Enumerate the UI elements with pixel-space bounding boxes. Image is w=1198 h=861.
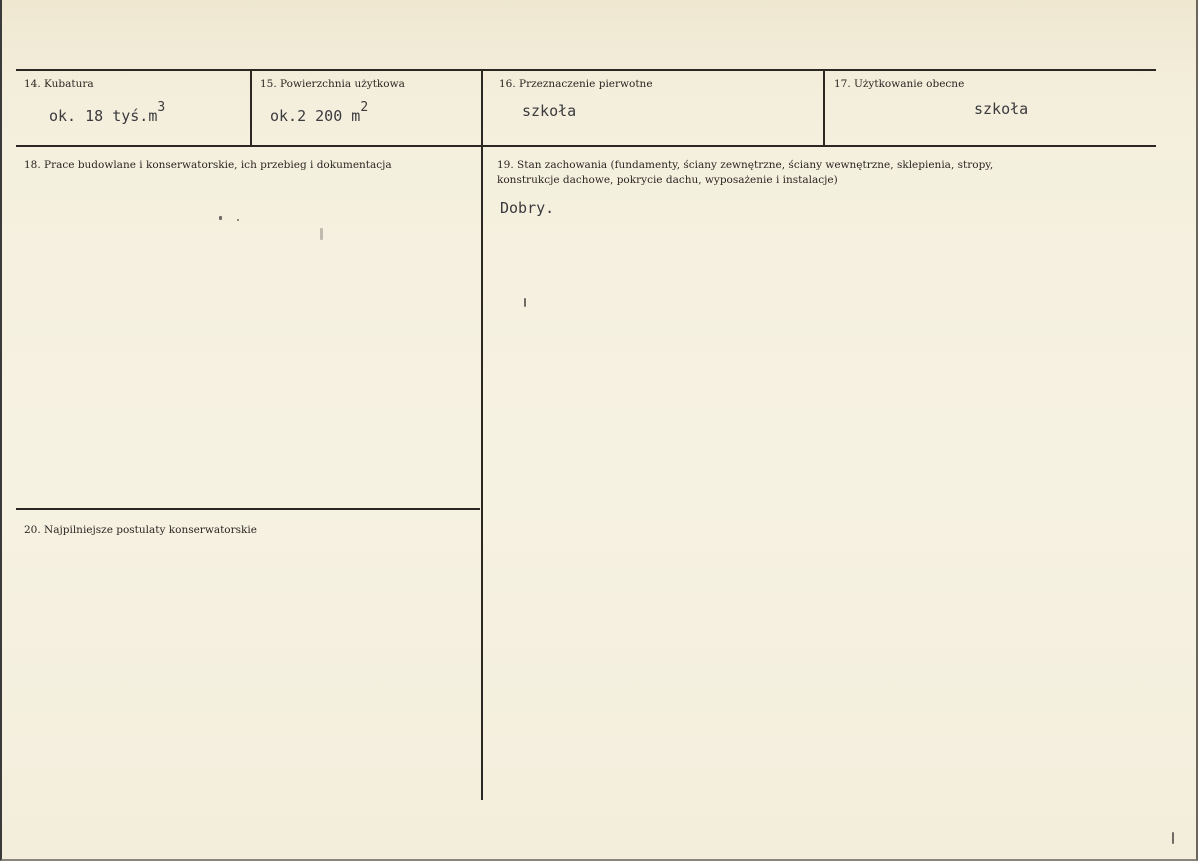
field-15-label: 15. Powierzchnia użytkowa xyxy=(260,78,405,90)
field-19-label-line1: 19. Stan zachowania (fundamenty, ściany zewnętrzne, ściany wewnętrzne, sklepienia, stropy, xyxy=(497,159,994,171)
top-rule xyxy=(16,69,1156,71)
paper-speck xyxy=(237,219,239,221)
section-18-20-divider xyxy=(16,508,480,510)
column-divider-3 xyxy=(823,70,825,145)
paper-speck xyxy=(524,298,526,307)
field-20-label: 20. Najpilniejsze postulaty konserwatorskie xyxy=(24,524,257,536)
field-18-label: 18. Prace budowlane i konserwatorskie, ich przebieg i dokumentacja xyxy=(24,159,392,171)
field-14-label: 14. Kubatura xyxy=(24,78,94,90)
paper-speck xyxy=(1172,832,1174,844)
field-16-label: 16. Przeznaczenie pierwotne xyxy=(499,78,653,90)
column-divider-1 xyxy=(250,70,252,145)
paper-speck xyxy=(320,228,323,240)
field-19-label-line2: konstrukcje dachowe, pokrycie dachu, wyposażenie i instalacje) xyxy=(497,174,838,186)
field-17-label: 17. Użytkowanie obecne xyxy=(834,78,965,90)
field-19-value: Dobry. xyxy=(500,199,555,217)
field-14-value: ok. 18 $tyś.m^3$ xyxy=(49,100,166,125)
paper-speck xyxy=(219,216,222,220)
field-16-value: szkoła xyxy=(522,102,577,120)
field-17-value: szkoła xyxy=(974,100,1029,118)
column-divider-2 xyxy=(481,70,483,800)
field-15-value: ok.2 200 $m^2$ xyxy=(270,100,369,125)
middle-rule xyxy=(16,145,1156,147)
